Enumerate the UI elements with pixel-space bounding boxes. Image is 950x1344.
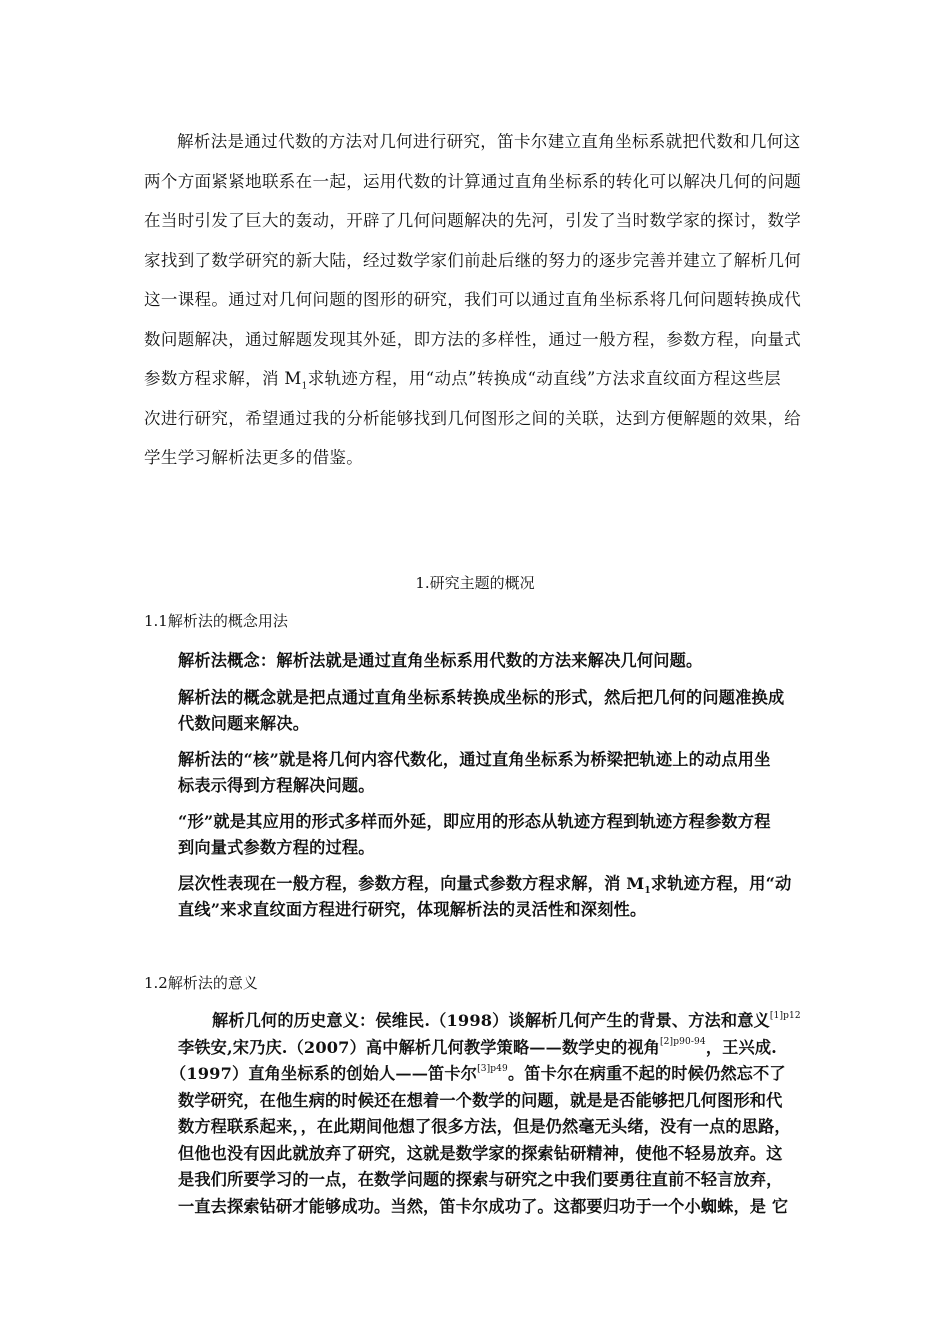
intro-line: 在当时引发了巨大的轰动，开辟了几何问题解决的先河，引发了当时数学家的探讨，数学 (144, 211, 802, 230)
text-segment: 。笛卡尔在病重不起的时候仍然忘不了 (507, 1064, 786, 1083)
text-line: 到向量式参数方程的过程。 (178, 838, 375, 857)
concept-paragraph-5 (178, 871, 808, 923)
concept-paragraph-4 (178, 809, 808, 861)
intro-line7-b: 求轨迹方程，用“动点”转换成“动直线”方法求直纹面方程这些层 (307, 369, 781, 388)
text-line: 解析法的“核”就是将几何内容代数化，通过直角坐标系为桥梁把轨迹上的动点用坐 (178, 750, 771, 769)
text-segment: （1997）直角坐标系的创始人——笛卡尔 (170, 1064, 478, 1083)
text-line (178, 1035, 810, 1062)
intro-line: 学生学习解析法更多的借鉴。 (144, 448, 364, 467)
subscript: 1 (301, 381, 308, 392)
citation-sup: [1]p12 (769, 1010, 801, 1021)
text-line: 一直去探索钻研才能够成功。当然，笛卡尔成功了。这都要归功于一个小蜘蛛，是 它 (178, 1196, 789, 1216)
text-line: 数方程联系起来，，在此期间他想了很多方法，但是仍然毫无头绪，没有一点的思路， (178, 1117, 791, 1136)
text-segment: 求轨迹方程，用“动 (650, 874, 792, 893)
text-line (178, 871, 808, 897)
text-segment: 李铁安,宋乃庆.（2007）高中解析几何教学策略——数学史的视角 (178, 1037, 660, 1057)
intro-line: 解析法是通过代数的方法对几何进行研究，笛卡尔建立直角坐标系就把代数和几何这 (177, 132, 801, 151)
text-line: 是我们所要学习的一点，在数学问题的探索与研究之中我们要勇往直前不轻言放弃， (178, 1170, 783, 1189)
text-segment: ，王兴成. (705, 1037, 777, 1057)
history-paragraph (170, 1008, 810, 1220)
text-line (178, 1008, 810, 1035)
concept-paragraph-3 (178, 747, 808, 799)
text-line (170, 1061, 810, 1088)
text-line: 解析法概念：解析法就是通过直角坐标系用代数的方法来解决几何问题。 (178, 651, 703, 670)
concept-paragraph-1 (178, 648, 808, 674)
intro-line: 两个方面紧紧地联系在一起，运用代数的计算通过直角坐标系的转化可以解决几何的问题 (144, 171, 802, 191)
text-line: 数学研究，在他生病的时候还在想着一个数学的问题，就是是否能够把几何图形和代 (178, 1090, 783, 1110)
subsection-heading-1-1: 1.1解析法的概念用法 (144, 612, 288, 630)
citation-sup: [3]p49 (477, 1063, 508, 1074)
text-line: 代数问题来解决。 (178, 714, 310, 733)
text-line: “形”就是其应用的形式多样而外延，即应用的形态从轨迹方程到轨迹方程参数方程 (178, 812, 771, 831)
intro-line (144, 359, 810, 399)
subsection-heading-1-2: 1.2解析法的意义 (144, 974, 258, 992)
intro-line: 家找到了数学研究的新大陆，经过数学家们前赴后继的努力的逐步完善并建立了解析几何 (144, 250, 802, 270)
text-line: 直线”来求直纹面方程进行研究，体现解析法的灵活性和深刻性。 (178, 900, 647, 919)
intro-line: 次进行研究，希望通过我的分析能够找到几何图形之间的关联，达到方便解题的效果，给 (144, 408, 802, 428)
intro-line: 数问题解决，通过解题发现其外延，即方法的多样性，通过一般方程，参数方程，向量式 (144, 329, 802, 349)
text-line: 标表示得到方程解决问题。 (178, 776, 375, 795)
text-line: 解析法的概念就是把点通过直角坐标系转换成坐标的形式，然后把几何的问题准换成 (178, 688, 785, 707)
intro-line7-a: 参数方程求解，消 M (144, 369, 302, 388)
citation-sup: [2]p90-94 (660, 1037, 706, 1048)
intro-line: 这一课程。通过对几何问题的图形的研究，我们可以通过直角坐标系将几何问题转换成代 (144, 290, 802, 309)
text-line: 但他也没有因此就放弃了研究，这就是数学家的探索钻研精神，使他不轻易放弃。这 (178, 1143, 783, 1163)
text-segment: 解析几何的历史意义：侯维民.（1998）谈解析几何产生的背景、方法和意义 (212, 1011, 770, 1030)
subscript: 1 (644, 886, 651, 897)
concept-paragraph-2 (178, 685, 808, 737)
intro-paragraph (144, 122, 810, 478)
section-title: 1.研究主题的概况 (415, 574, 535, 592)
text-segment: 层次性表现在一般方程，参数方程，向量式参数方程求解，消 M (178, 874, 645, 893)
